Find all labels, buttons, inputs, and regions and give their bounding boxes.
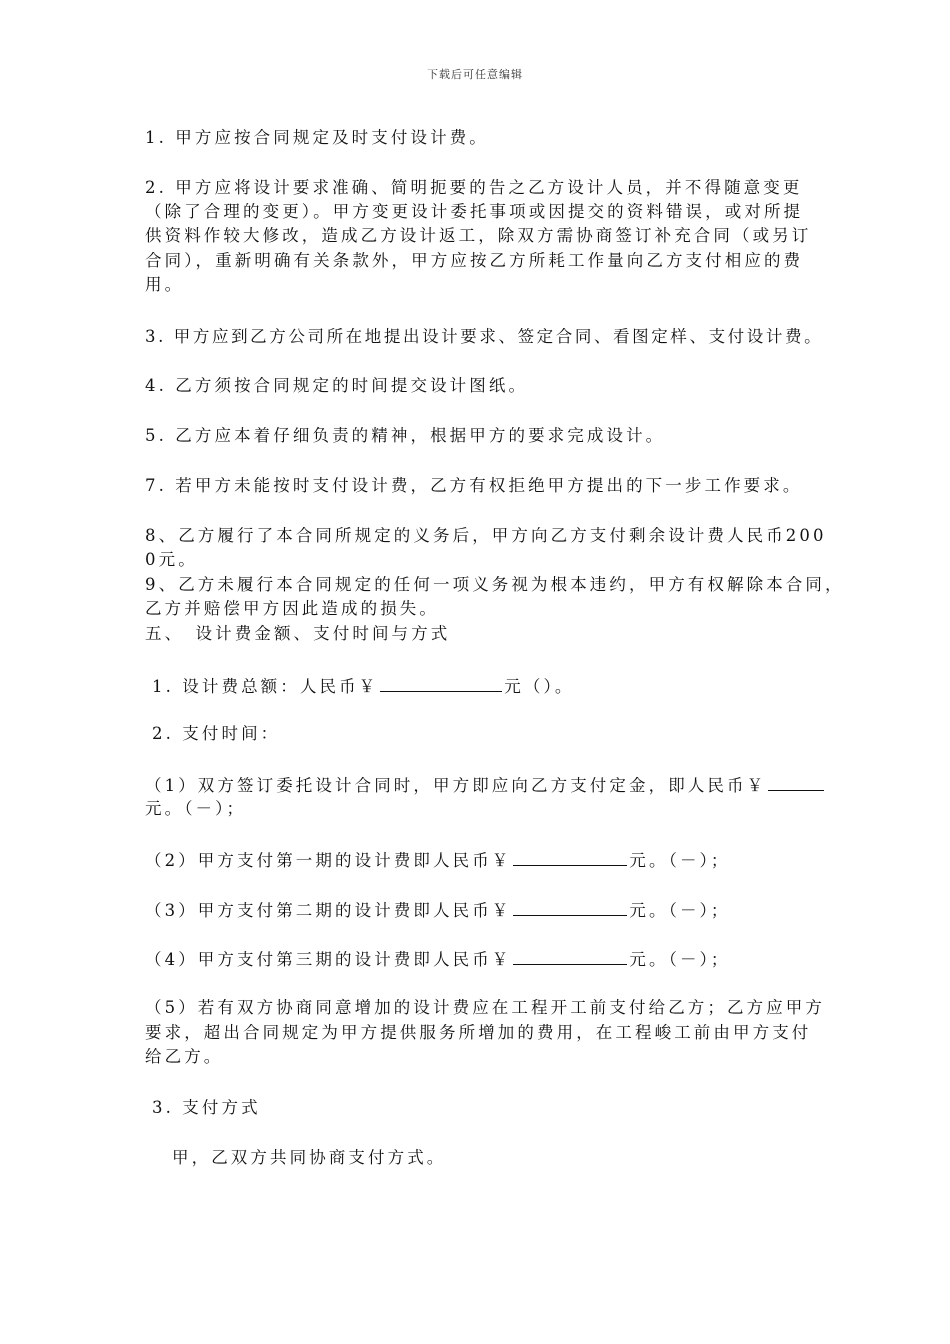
fee-total-prefix: 1. 设计费总额：人民币￥ bbox=[152, 677, 379, 696]
payment-4-line bbox=[145, 946, 731, 972]
fee-total-line bbox=[152, 673, 574, 699]
fee-total-suffix: 元（）。 bbox=[504, 677, 575, 696]
clause-9-line-2: 乙方并赔偿甲方因此造成的损失。 bbox=[145, 599, 439, 618]
payment-4-suffix: 元。（－）； bbox=[629, 950, 731, 969]
clause-2-line-4: 合同），重新明确有关条款外，甲方应按乙方所耗工作量向乙方支付相应的费 bbox=[145, 251, 804, 270]
payment-3-line bbox=[145, 897, 731, 923]
payment-method-text: 甲，乙双方共同协商支付方式。 bbox=[172, 1148, 447, 1167]
clause-2-line-5: 用。 bbox=[145, 275, 185, 294]
clause-2-line-2: （除了合理的变更）。甲方变更设计委托事项或因提交的资料错误，或对所提 bbox=[145, 202, 804, 221]
clause-3: 3. 甲方应到乙方公司所在地提出设计要求、签定合同、看图定样、支付设计费。 bbox=[145, 327, 824, 346]
payment-1-text: （1）双方签订委托设计合同时，甲方即应向乙方支付定金，即人民币￥ bbox=[145, 776, 767, 795]
clause-2-line-3: 供资料作较大修改，造成乙方设计返工，除双方需协商签订补充合同（或另订 bbox=[145, 226, 812, 245]
payment-2-text: （2）甲方支付第一期的设计费即人民币￥ bbox=[145, 851, 512, 870]
payment-method-title: 3. 支付方式 bbox=[152, 1098, 261, 1117]
section-5-title: 五、 设计费金额、支付时间与方式 bbox=[145, 624, 451, 643]
payment-5-line-3: 给乙方。 bbox=[145, 1047, 224, 1066]
clause-8-line-1: 8、乙方履行了本合同所规定的义务后，甲方向乙方支付剩余设计费人民币200 bbox=[145, 526, 827, 545]
fee-total-blank[interactable] bbox=[380, 673, 502, 692]
clause-1: 1. 甲方应按合同规定及时支付设计费。 bbox=[145, 128, 489, 147]
payment-1-line-1 bbox=[145, 772, 826, 798]
payment-2-blank[interactable] bbox=[513, 847, 627, 866]
deposit-amount-blank[interactable] bbox=[768, 772, 824, 791]
payment-2-suffix: 元。（－）； bbox=[629, 851, 731, 870]
clause-5: 5. 乙方应本着仔细负责的精神，根据甲方的要求完成设计。 bbox=[145, 426, 666, 445]
clause-7: 7. 若甲方未能按时支付设计费，乙方有权拒绝甲方提出的下一步工作要求。 bbox=[145, 476, 803, 495]
payment-2-line bbox=[145, 847, 731, 873]
clause-9-line-1: 9、乙方未履行本合同规定的任何一项义务视为根本违约，甲方有权解除本合同， bbox=[145, 575, 845, 594]
clause-2-line-1: 2. 甲方应将设计要求准确、简明扼要的告之乙方设计人员，并不得随意变更 bbox=[145, 178, 803, 197]
clause-4: 4. 乙方须按合同规定的时间提交设计图纸。 bbox=[145, 376, 529, 395]
payment-4-text: （4）甲方支付第三期的设计费即人民币￥ bbox=[145, 950, 512, 969]
payment-4-blank[interactable] bbox=[513, 946, 627, 965]
payment-5-line-2: 要求，超出合同规定为甲方提供服务所增加的费用，在工程峻工前由甲方支付 bbox=[145, 1023, 812, 1042]
payment-time-title: 2. 支付时间： bbox=[152, 724, 281, 743]
payment-5-line-1: （5）若有双方协商同意增加的设计费应在工程开工前支付给乙方；乙方应甲方 bbox=[145, 998, 825, 1017]
payment-1-line-2: 元。（－）； bbox=[145, 799, 247, 818]
payment-3-text: （3）甲方支付第二期的设计费即人民币￥ bbox=[145, 901, 512, 920]
clause-8-line-2: 0元。 bbox=[145, 550, 198, 569]
page-header: 下载后可任意编辑 bbox=[427, 68, 523, 81]
payment-3-blank[interactable] bbox=[513, 897, 627, 916]
payment-3-suffix: 元。（－）； bbox=[629, 901, 731, 920]
